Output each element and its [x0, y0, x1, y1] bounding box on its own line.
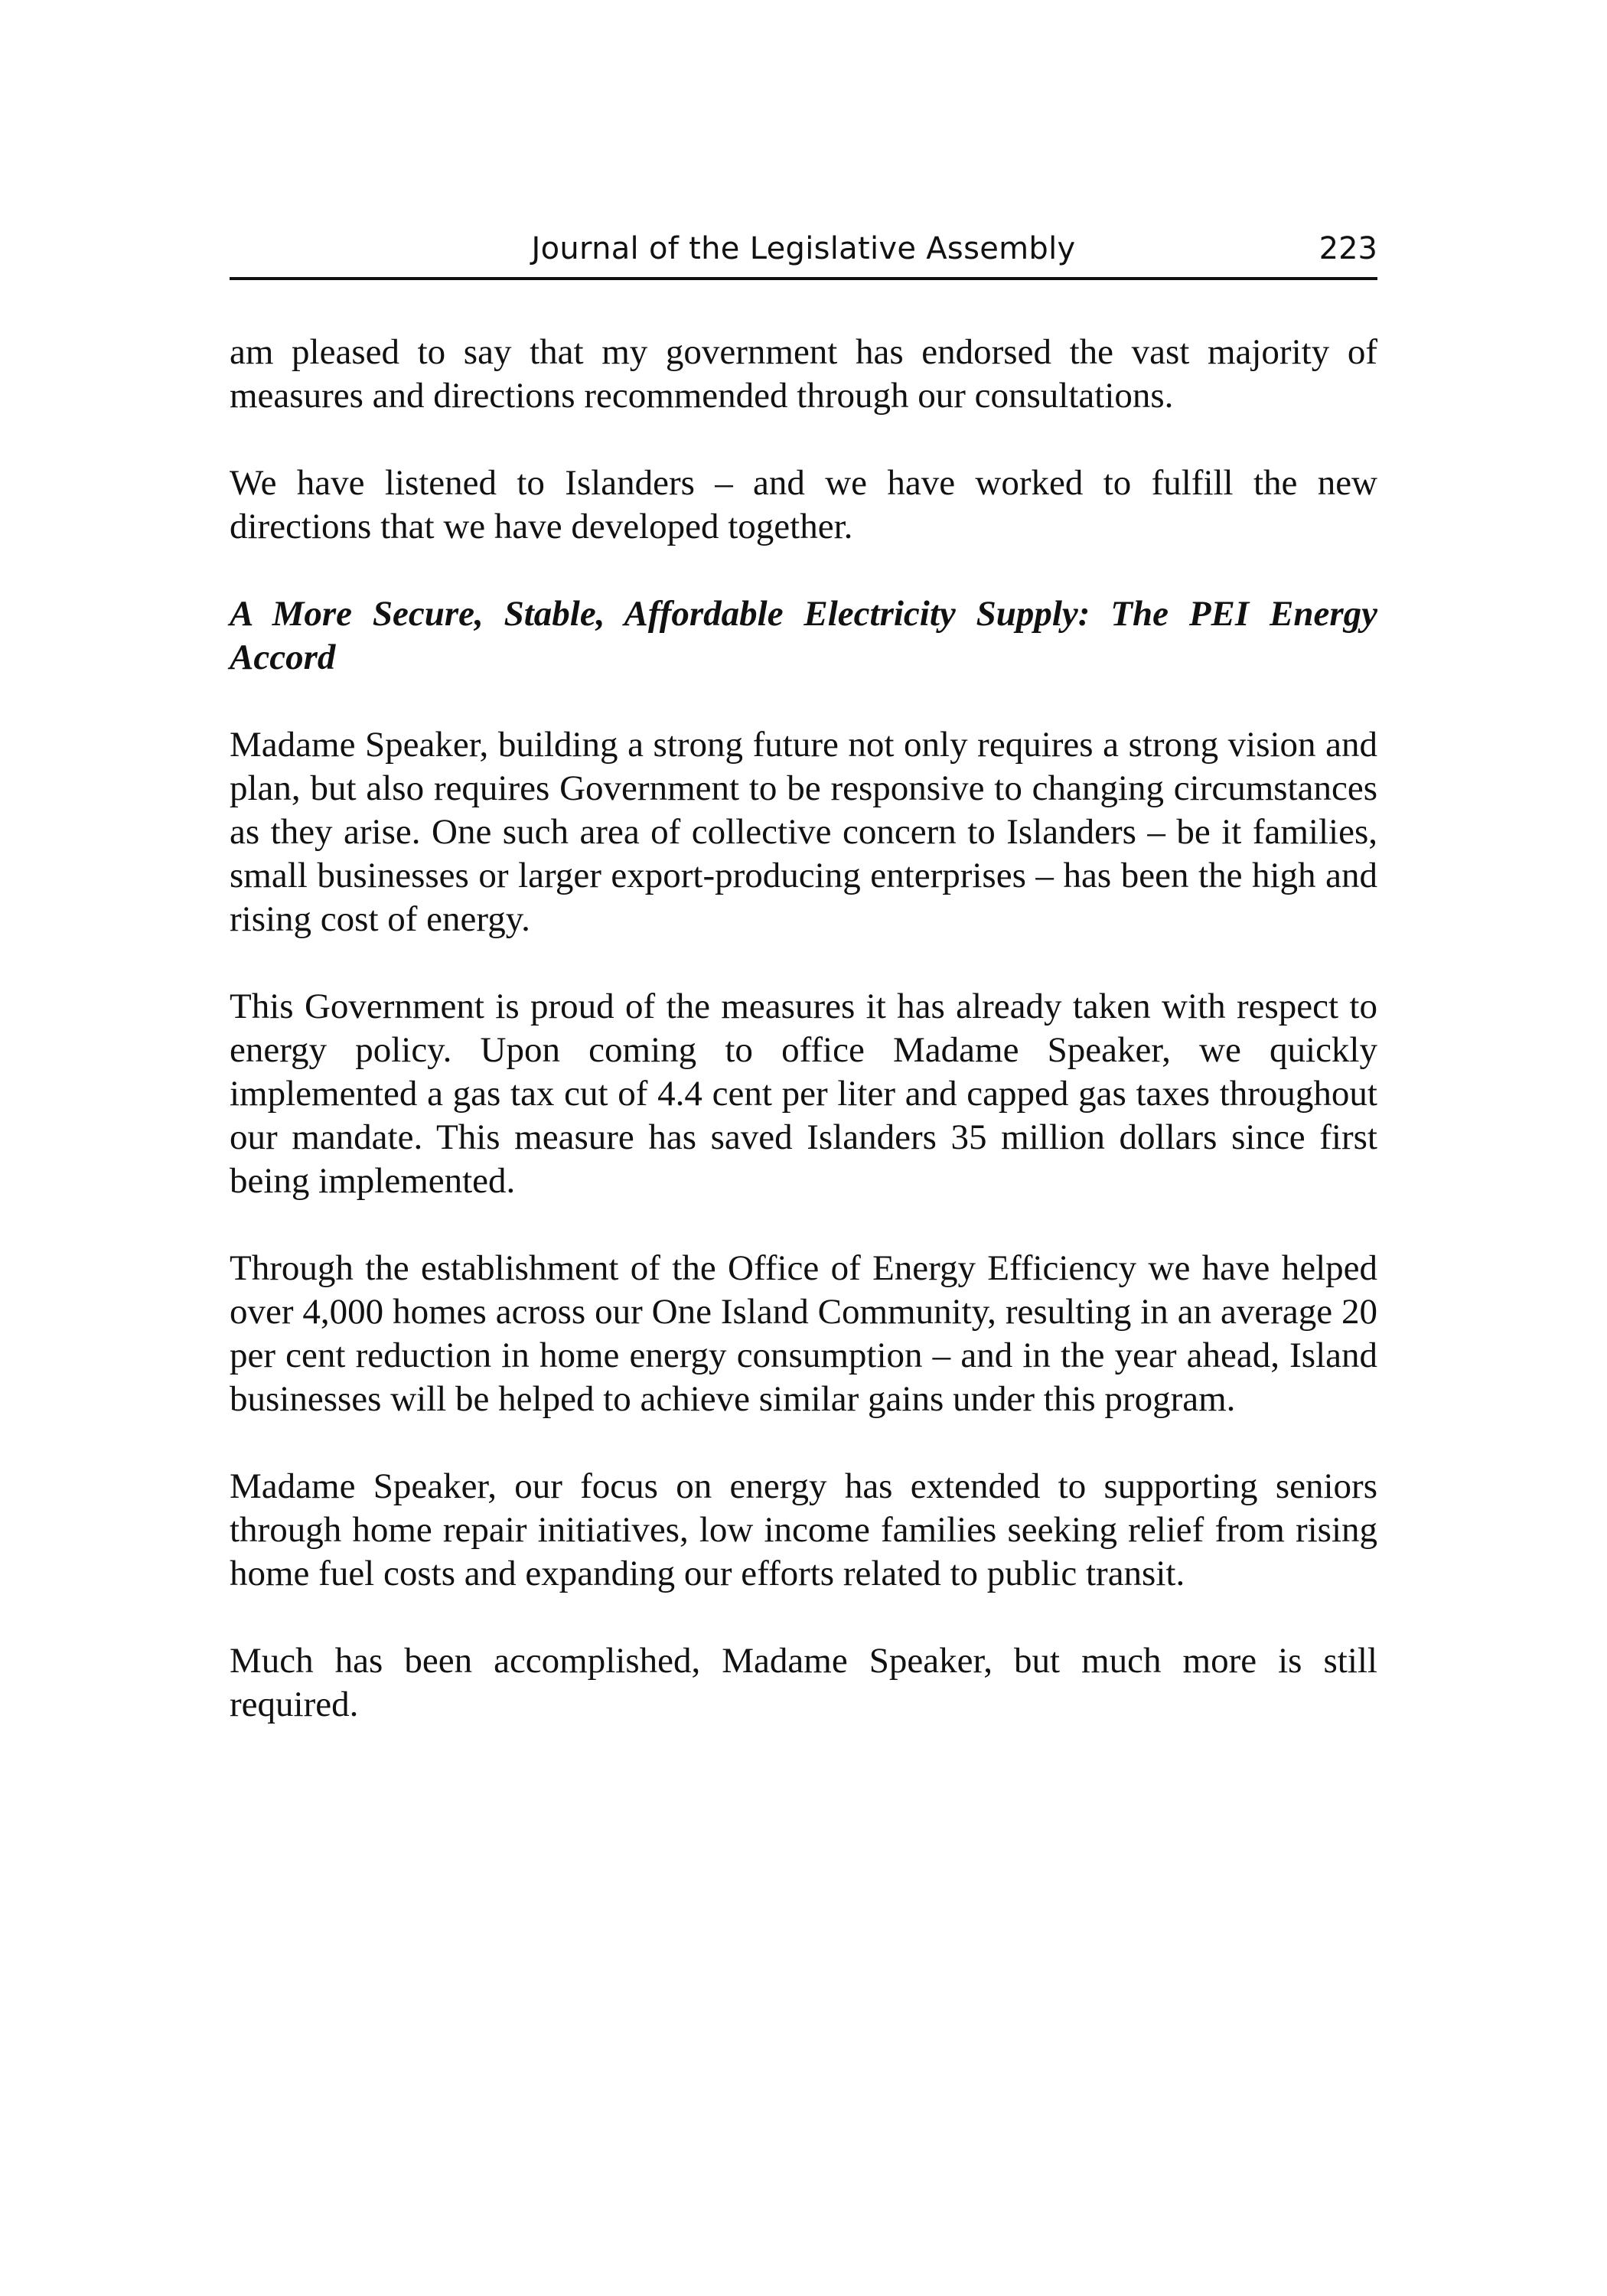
- paragraph-energy-policy: This Government is proud of the measures it has already taken with respect to energy policy. Upon coming to office Madame Speaker, we quickly implemented a gas tax cut of 4.4 cent per liter and capped gas taxes throughout our mandate. This measure has saved Islanders 35 million dollars since first being implemented.: [230, 987, 1377, 1201]
- paragraph-listened: We have listened to Islanders – and we have worked to fulfill the new directions that we have developed together.: [230, 463, 1377, 546]
- paragraph-seniors: Madame Speaker, our focus on energy has extended to supporting seniors through home repair initiatives, low income families seeking relief from rising home fuel costs and expanding our efforts related to public transit.: [230, 1466, 1377, 1593]
- page-number: 223: [1319, 231, 1377, 266]
- paragraph-continuation: am pleased to say that my government has endorsed the vast majority of measures and directions recommended through our consultations.: [230, 332, 1377, 416]
- paragraph-accomplished: Much has been accomplished, Madame Speaker, but much more is still required.: [230, 1641, 1377, 1724]
- section-heading: A More Secure, Stable, Affordable Electricity Supply: The PEI Energy Accord: [230, 594, 1377, 677]
- page-body: [230, 331, 1377, 1770]
- paragraph-energy-efficiency: Through the establishment of the Office of Energy Efficiency we have helped over 4,000 homes across our One Island Community, resulting in an average 20 per cent reduction in home energy consumption – and in the year ahead, Island businesses will be helped to achieve similar gains under this program.: [230, 1248, 1377, 1419]
- paragraph-strong-future: Madame Speaker, building a strong future not only requires a strong vision and plan, but also requires Government to be responsive to changing circumstances as they arise. One such area of collective concern to Islanders – be it families, small businesses or larger export-producing enterprises – has been the high and rising cost of energy.: [230, 725, 1377, 939]
- running-header: [230, 230, 1377, 280]
- journal-title: Journal of the Legislative Assembly: [531, 231, 1076, 266]
